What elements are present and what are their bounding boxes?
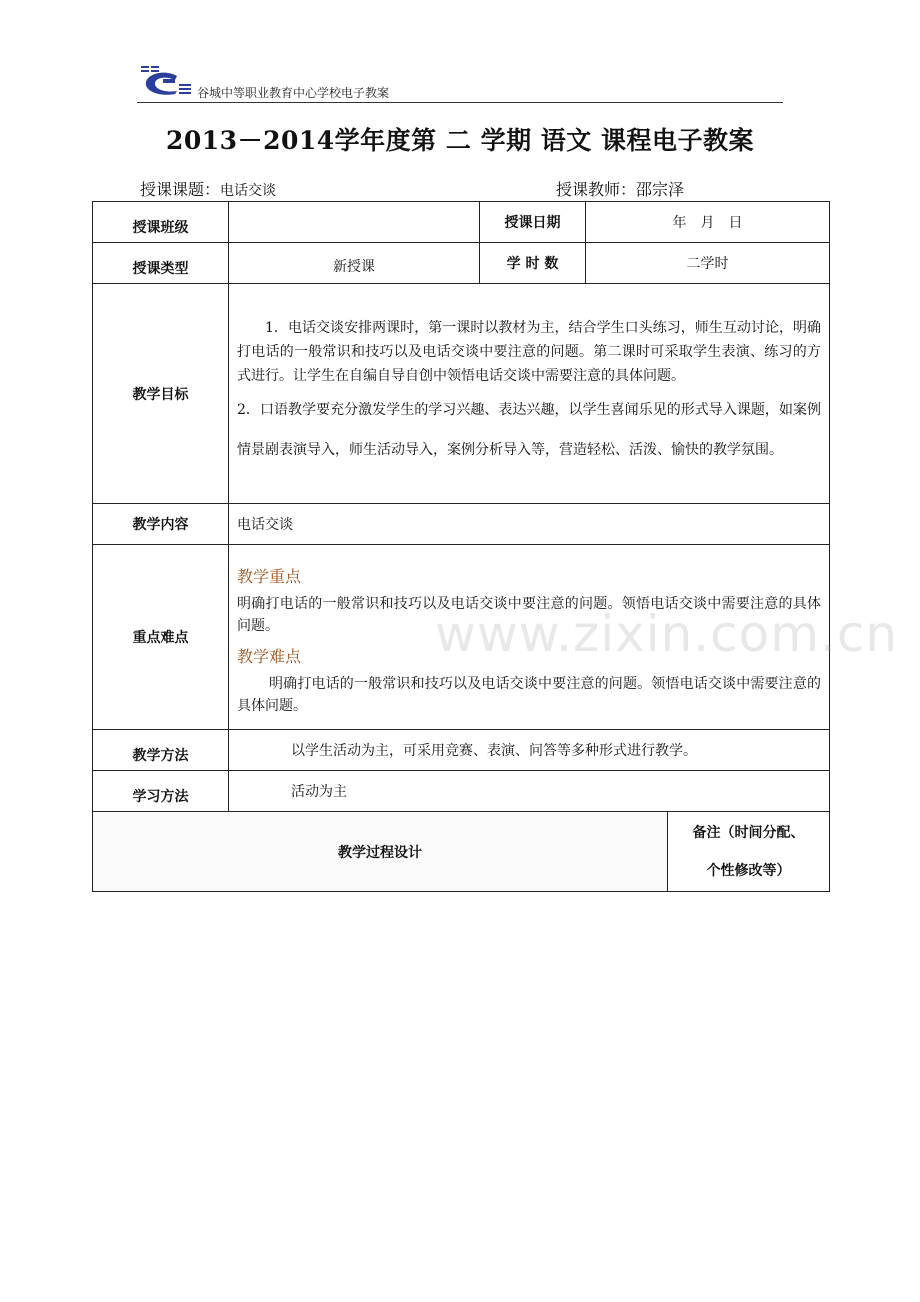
content-label-cell: 教学内容 — [93, 504, 229, 545]
date-value-cell: 年 月 日 — [586, 202, 830, 243]
remark-cell — [668, 812, 830, 892]
keypoints-label-cell: 重点难点 — [93, 545, 229, 730]
row-goals — [93, 284, 830, 504]
content-value-cell: 电话交谈 — [229, 504, 830, 545]
focus-text: 明确打电话的一般常识和技巧以及电话交谈中要注意的问题。领悟电话交谈中需要注意的具体问题。 — [237, 596, 821, 634]
method-label-cell: 教学方法 — [93, 730, 229, 771]
remark-line-2: 个性修改等） — [706, 862, 791, 879]
row-teaching-method — [93, 730, 830, 771]
row-keypoints — [93, 545, 830, 730]
row-process — [93, 812, 830, 892]
difficulty-heading: 教学难点 — [237, 647, 302, 666]
focus-heading: 教学重点 — [237, 567, 302, 586]
page-header — [137, 64, 783, 103]
document-title: 2013－2014学年度第 二 学期 语文 课程电子教案 — [166, 126, 754, 155]
goals-label-cell: 教学目标 — [93, 284, 229, 504]
school-logo — [137, 64, 193, 98]
difficulty-text: 明确打电话的一般常识和技巧以及电话交谈中要注意的问题。领悟电话交谈中需要注意的具体问题。 — [237, 676, 821, 714]
process-design-cell: 教学过程设计 — [93, 812, 668, 892]
lesson-teacher — [556, 177, 684, 200]
row-class-date — [93, 202, 830, 243]
goals-paragraph-1: 1．电话交谈安排两课时，第一课时以教材为主，结合学生口头练习，师生互动讨论，明确打电话的一般常识和技巧以及电话交谈中要注意的问题。第二课时可采取学生表演、练习的方式进行。让学生在自编自导自创中领悟电话交谈中需要注意的具体问题。 — [237, 319, 821, 384]
goals-paragraph-2: 2．口语教学要充分激发学生的学习兴趣、表达兴趣，以学生喜闻乐见的形式导入课题，如案例情景剧表演导入，师生活动导入，案例分析导入等，营造轻松、活泼、愉快的教学氛围。 — [237, 401, 821, 458]
study-label-cell: 学习方法 — [93, 771, 229, 812]
method-value-cell: 以学生活动为主，可采用竞赛、表演、问答等多种形式进行教学。 — [229, 730, 830, 771]
goals-content-cell — [229, 284, 830, 504]
topic-label: 授课课题： — [140, 180, 221, 199]
watermark: www.zixin.com.cn — [435, 605, 899, 663]
lesson-plan-table — [92, 201, 830, 892]
class-value-cell — [229, 202, 480, 243]
row-content — [93, 504, 830, 545]
school-name: 谷城中等职业教育中心学校电子教案 — [197, 86, 390, 100]
remark-line-1: 备注（时间分配、 — [692, 824, 805, 841]
teacher-value: 邵宗泽 — [636, 180, 685, 199]
row-type-hours — [93, 243, 830, 284]
topic-value: 电话交谈 — [220, 183, 277, 199]
hours-value-cell: 二学时 — [586, 243, 830, 284]
teacher-label: 授课教师： — [556, 180, 637, 199]
class-label-cell: 授课班级 — [93, 202, 229, 243]
row-study-method — [93, 771, 830, 812]
type-value-cell: 新授课 — [229, 243, 480, 284]
keypoints-content-cell — [229, 545, 830, 730]
study-value-cell: 活动为主 — [229, 771, 830, 812]
date-label-cell: 授课日期 — [480, 202, 586, 243]
hours-label-cell: 学 时 数 — [480, 243, 586, 284]
type-label-cell: 授课类型 — [93, 243, 229, 284]
lesson-topic — [140, 177, 276, 200]
